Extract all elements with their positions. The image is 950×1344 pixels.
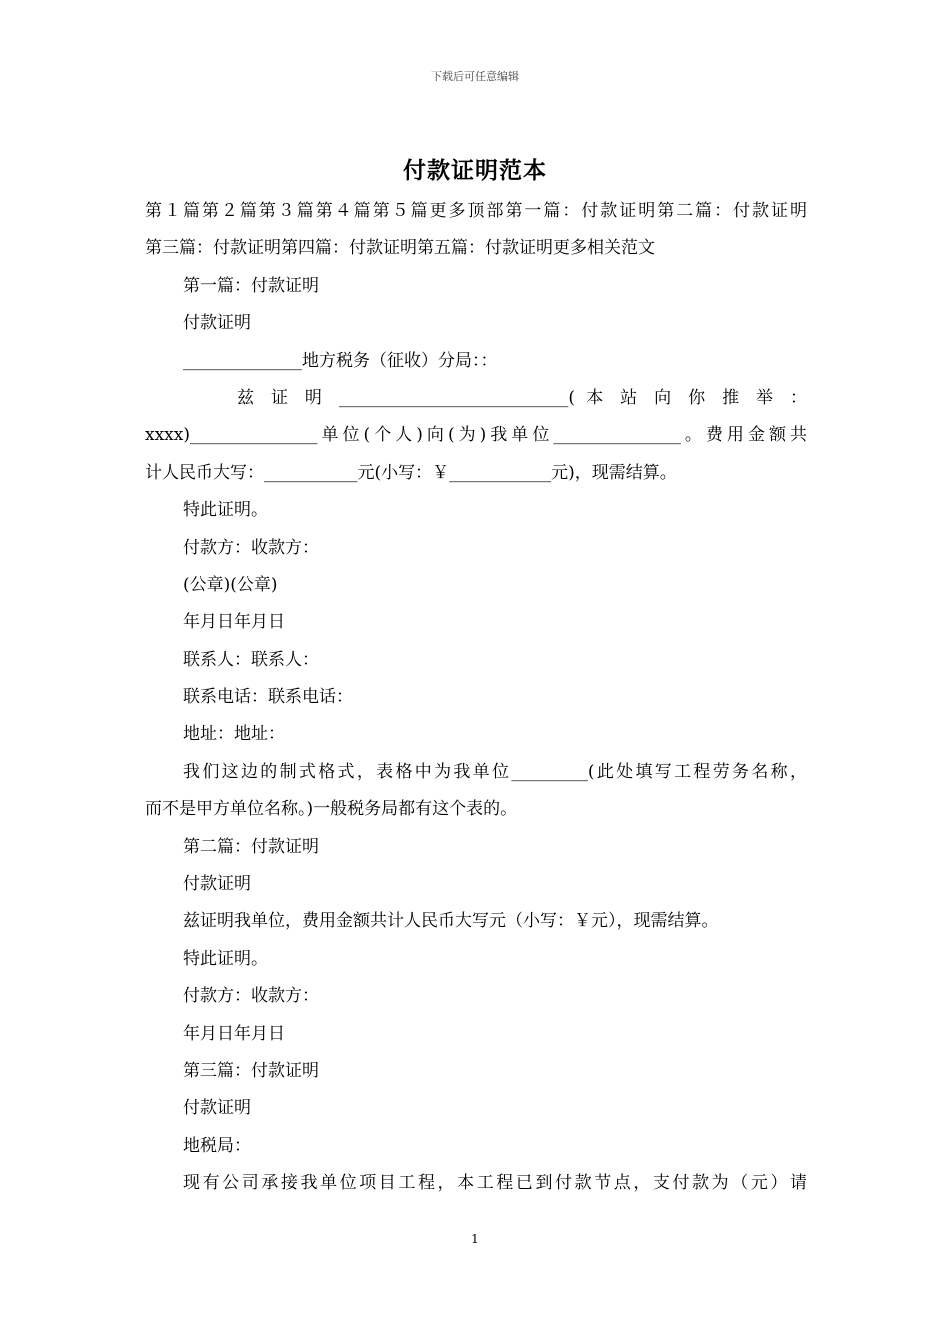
paragraph-line: 地税局： — [183, 1135, 251, 1156]
page-number: 1 — [471, 1232, 479, 1246]
paragraph-line: 计人民币大写：___________元(小写：￥____________元)，现需结算。 — [145, 462, 677, 483]
page-header: 下载后可任意编辑 — [431, 70, 519, 83]
paragraph-line: 兹 证 明 ___________________________( 本 站 向 你 推 举 ： — [237, 387, 807, 408]
document-title: 付款证明范本 — [403, 157, 547, 184]
paragraph-line: 我们这边的制式格式，表格中为我单位_________(此处填写工程劳务名称， — [183, 761, 807, 782]
paragraph-line: 付款方：收款方： — [183, 986, 319, 1007]
paragraph-line: 现有公司承接我单位项目工程，本工程已到付款节点，支付款为（元）请 — [183, 1173, 807, 1194]
paragraph-line: 付款证明 — [183, 313, 251, 334]
paragraph-line: (公章)(公章) — [183, 574, 278, 595]
toc-line: 第１篇第２篇第３篇第４篇第５篇更多顶部第一篇：付款证明第二篇：付款证明 — [145, 201, 807, 221]
paragraph-line: 付款证明 — [183, 874, 251, 895]
paragraph-line: 地址：地址： — [183, 724, 285, 745]
paragraph-line: 联系人：联系人： — [183, 649, 319, 670]
paragraph-line: 付款方：收款方： — [183, 537, 319, 558]
paragraph-line: 而不是甲方单位名称。)一般税务局都有这个表的。 — [145, 799, 518, 820]
section-heading: 第三篇：付款证明 — [183, 1060, 319, 1081]
paragraph-line: 联系电话：联系电话： — [183, 687, 353, 708]
paragraph-line: xxxx)_______________单位(个人)向(为)我单位_______________。费用金额共 — [145, 425, 807, 446]
document-body — [145, 193, 807, 1203]
paragraph-line: ______________地方税务（征收）分局：： — [183, 350, 498, 371]
paragraph-line: 特此证明。 — [183, 500, 268, 521]
paragraph-line: 特此证明。 — [183, 948, 268, 969]
paragraph-line: 兹证明我单位，费用金额共计人民币大写元（小写：￥元），现需结算。 — [183, 911, 719, 932]
paragraph-line: 付款证明 — [183, 1098, 251, 1119]
paragraph-line: 年月日年月日 — [183, 612, 285, 633]
section-heading: 第二篇：付款证明 — [183, 836, 319, 857]
section-heading: 第一篇：付款证明 — [183, 275, 319, 296]
toc-line: 第三篇：付款证明第四篇：付款证明第五篇：付款证明更多相关范文 — [145, 238, 655, 259]
paragraph-line: 年月日年月日 — [183, 1023, 285, 1044]
